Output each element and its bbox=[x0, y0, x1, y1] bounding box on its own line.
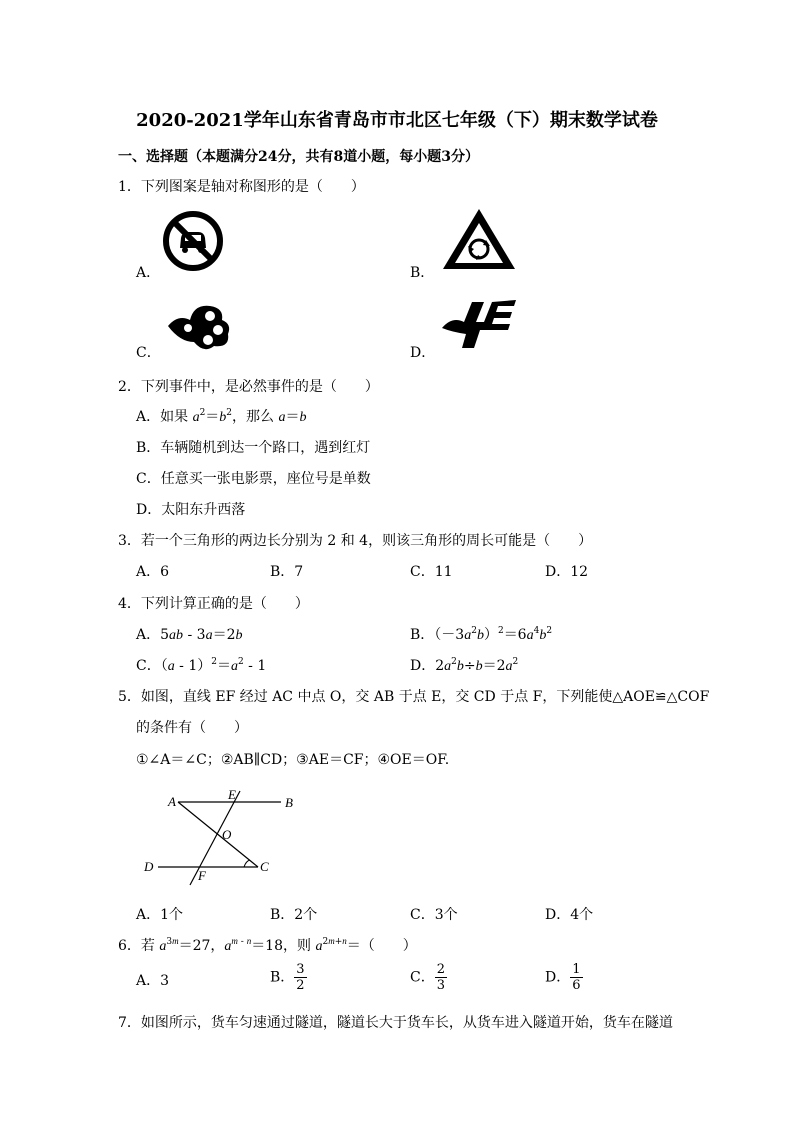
q3-option-b: B．7 bbox=[270, 564, 304, 580]
q6-option-c: C． $\frac{2}{3}$ bbox=[410, 962, 445, 993]
question-1-stem: 1．下列图案是轴对称图形的是（ ） bbox=[118, 179, 365, 195]
point-label-o: O bbox=[222, 827, 232, 842]
question-4-stem: 4．下列计算正确的是（ ） bbox=[118, 596, 309, 612]
q5-option-b: B．2个 bbox=[270, 907, 318, 923]
point-label-f: F bbox=[198, 868, 206, 883]
point-label-b: B bbox=[285, 795, 293, 810]
roundabout-warning-sign-icon bbox=[440, 205, 518, 273]
q1-option-a-label: A． bbox=[136, 265, 161, 281]
q2-option-c: C．任意买一张电影票，座位号是单数 bbox=[136, 471, 371, 487]
q6-option-d: D． $\frac{1}{6}$ bbox=[545, 962, 581, 993]
q2-option-d: D．太阳东升西落 bbox=[136, 502, 246, 518]
q3-option-c: C．11 bbox=[410, 564, 453, 580]
q5-option-a: A．1个 bbox=[136, 907, 184, 923]
q4-option-c: C．$(a - 1)^2=a^2 - 1$ bbox=[136, 657, 267, 674]
q2-option-b: B．车辆随机到达一个路口，遇到红灯 bbox=[136, 440, 371, 456]
q4-option-d: D．$2a^2b\div b=2a^2$ bbox=[410, 657, 519, 674]
q1-option-b-label: B． bbox=[410, 265, 435, 281]
q6-option-b: B． $\frac{3}{2}$ bbox=[270, 962, 305, 993]
no-car-sign-icon bbox=[160, 210, 226, 272]
q1-option-c-label: C． bbox=[136, 345, 161, 361]
q5-conditions: ①∠A＝∠C；②AB∥CD；③AE＝CF；④OE＝OF. bbox=[136, 752, 450, 768]
cloud-logo-icon bbox=[164, 298, 234, 354]
point-label-d: D bbox=[144, 859, 154, 874]
page-title: 2020-2021学年山东省青岛市市北区七年级（下）期末数学试卷 bbox=[136, 110, 658, 131]
q1-option-d-label: D． bbox=[410, 345, 436, 361]
bird-emblem-icon bbox=[440, 294, 520, 354]
q4-option-a: A．5ab - 3a＝2b bbox=[136, 627, 243, 643]
q2-option-a: A．如果 $a^2=b^2$，那么 a＝b bbox=[136, 408, 307, 425]
question-2-stem: 2．下列事件中，是必然事件的是（ ） bbox=[118, 379, 379, 395]
section-heading: 一、选择题（本题满分24分，共有8道小题，每小题3分） bbox=[118, 149, 479, 165]
q5-option-d: D．4个 bbox=[545, 907, 594, 923]
q3-option-a: A．6 bbox=[136, 564, 170, 580]
q4-option-b: B．$(-3a^2b)^2=6a^4b^2$ bbox=[410, 626, 553, 643]
question-3-stem: 3．若一个三角形的两边长分别为 2 和 4，则该三角形的周长可能是（ ） bbox=[118, 533, 593, 549]
q5-option-c: C．3个 bbox=[410, 907, 458, 923]
question-7-stem-line-1: 7．如图所示，货车匀速通过隧道，隧道长大于货车长，从货车进入隧道开始，货车在隧道 bbox=[118, 1015, 673, 1031]
q5-geometry-figure bbox=[138, 785, 308, 890]
question-5-stem-line-1: 5．如图，直线 EF 经过 AC 中点 O，交 AB 于点 E，交 CD 于点 F，下列能使△AOE≌△COF bbox=[118, 689, 710, 705]
question-5-stem-line-2: 的条件有（ ） bbox=[136, 720, 248, 736]
point-label-c: C bbox=[260, 859, 269, 874]
q3-option-d: D．12 bbox=[545, 564, 589, 580]
point-label-e: E bbox=[228, 787, 236, 802]
point-label-a: A bbox=[168, 794, 176, 809]
q6-option-a: A．3 bbox=[136, 973, 170, 989]
question-6-stem: 6．若 $a^{3m}=27$，$a^{m - n}=18$，则 $a^{2m+n}=$（ ） bbox=[118, 936, 417, 954]
